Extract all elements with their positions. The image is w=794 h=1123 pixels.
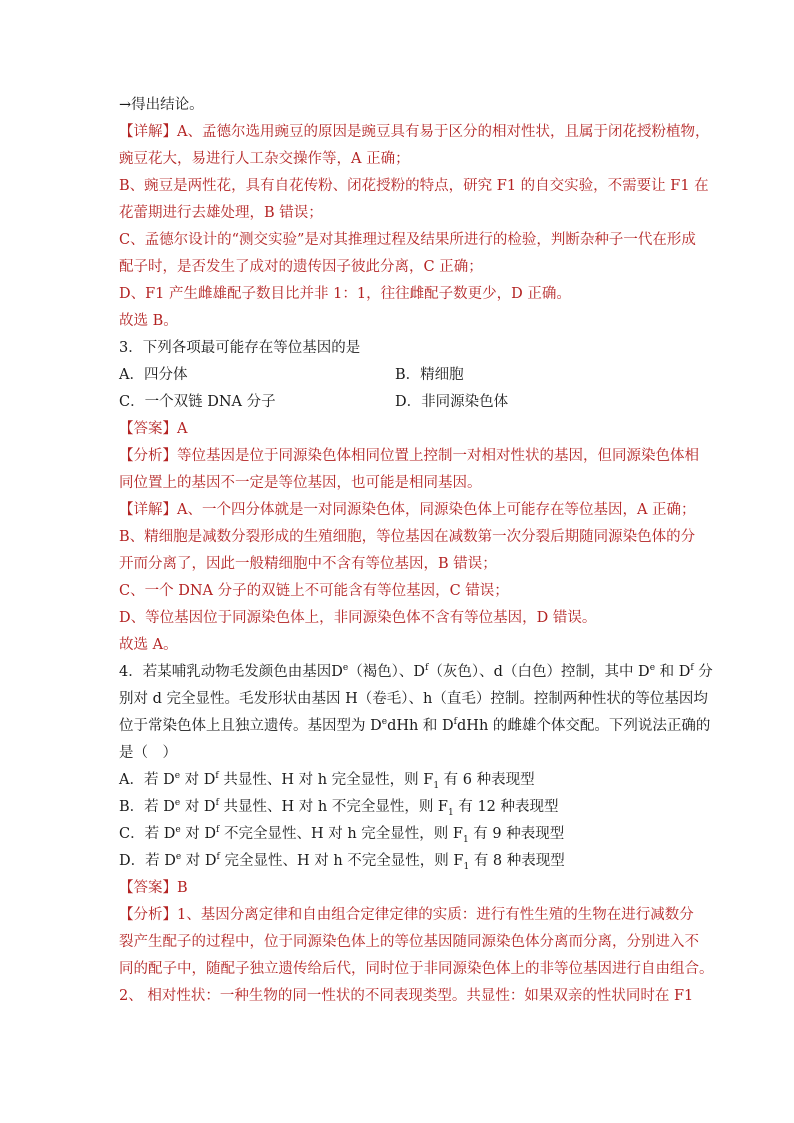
text-line: D、等位基因位于同源染色体上，非同源染色体不含有等位基因，D 错误。	[119, 610, 597, 626]
option-left: A．四分体	[119, 367, 188, 383]
section-text: 1、基因分离定律和自由组合定律定律的实质：进行有性生殖的生物在进行减数分	[177, 907, 694, 923]
text-line: C、一个 DNA 分子的双链上不可能含有等位基因，C 错误；	[119, 583, 509, 599]
text-line: 开而分离了，因此一般精细胞中不含有等位基因，B 错误；	[119, 556, 497, 572]
section-tag: 【答案】	[119, 880, 177, 896]
option-left: C．一个双链 DNA 分子	[119, 394, 276, 410]
text-line: 是（ ）	[119, 745, 177, 761]
option-right: D．非同源染色体	[395, 394, 509, 410]
option-right: B．精细胞	[395, 367, 464, 383]
text-line	[119, 902, 694, 929]
text-line: D、F1 产生雌雄配子数目比并非 1：1，往往雌配子数更少，D 正确。	[119, 286, 571, 302]
text-line	[119, 119, 710, 146]
text-line: 配子时，是否发生了成对的遗传因子彼此分离，C 正确；	[119, 259, 483, 275]
text-line: D．若 De 对 $D^f$ 完全显性、H 对 h 不完全显性，则 $F_1$ 有 8 种表现型	[119, 852, 565, 872]
text-line: 裂产生配子的过程中，位于同源染色体上的等位基因随同源染色体分离而分离，分别进入不	[119, 934, 699, 950]
text-line	[119, 443, 699, 470]
text-line: 2、 相对性状：一种生物的同一性状的不同表现类型。共显性：如果双亲的性状同时在 F1	[119, 988, 694, 1004]
text-line: B．若 De 对 $D^f$ 共显性、H 对 h 不完全显性，则 $F_1$ 有 12 种表现型	[119, 798, 559, 818]
text-line: 豌豆花大，易进行人工杂交操作等，A 正确；	[119, 151, 410, 167]
section-text: A、孟德尔选用豌豆的原因是豌豆具有易于区分的相对性状，且属于闭花授粉植物，	[177, 124, 710, 140]
section-tag: 【答案】	[119, 421, 177, 437]
text-line	[119, 416, 679, 443]
section-tag: 【详解】	[119, 124, 177, 140]
option-row	[119, 389, 679, 416]
section-tag: 【详解】	[119, 502, 177, 518]
document-content	[119, 92, 714, 1010]
text-line: →得出结论。	[119, 97, 204, 113]
text-line	[119, 875, 679, 902]
text-line: A．若 De 对 $D^f$ 共显性、H 对 h 完全显性，则 $F_1$ 有 6 种表现型	[119, 771, 535, 791]
section-text: A、一个四分体就是一对同源染色体，同源染色体上可能存在等位基因，A 正确；	[177, 502, 696, 518]
text-line: C、孟德尔设计的“测交实验”是对其推理过程及结果所进行的检验，判断杂种子一代在形成	[119, 232, 696, 248]
text-line: 位于常染色体上且独立遗传。基因型为 DedHh 和 $D^fdHh$ 的雌雄个体交配。下列说法正确的	[119, 717, 711, 734]
section-tag: 【分析】	[119, 907, 177, 923]
text-line: B、豌豆是两性花，具有自花传粉、闭花授粉的特点，研究 F1 的自交实验，不需要让 F1 在	[119, 178, 709, 194]
text-line: 4．若某哺乳动物毛发颜色由基因De（褐色）、$D^f$（灰色）、d（白色）控制，其中 De 和 $D^f$ 分	[119, 663, 713, 680]
section-text: 等位基因是位于同源染色体相同位置上控制一对相对性状的基因，但同源染色体相	[177, 448, 699, 464]
text-line: B、精细胞是减数分裂形成的生殖细胞，等位基因在减数第一次分裂后期随同源染色体的分	[119, 529, 696, 545]
section-text: A	[177, 421, 188, 437]
section-text: B	[177, 880, 188, 896]
text-line: 故选 A。	[119, 637, 178, 653]
text-line: 故选 B。	[119, 313, 178, 329]
text-line	[119, 497, 696, 524]
text-line: 3．下列各项最可能存在等位基因的是	[119, 340, 361, 356]
text-line: 同的配子中，随配子独立遗传给后代，同时位于非同源染色体上的非等位基因进行自由组合。	[119, 961, 714, 977]
text-line: 同位置上的基因不一定是等位基因，也可能是相同基因。	[119, 475, 482, 491]
text-line: C．若 De 对 $D^f$ 不完全显性、H 对 h 完全显性，则 $F_1$ 有 9 种表现型	[119, 825, 565, 845]
text-line: 别对 d 完全显性。毛发形状由基因 H（卷毛）、h（直毛）控制。控制两种性状的等位基因均	[119, 691, 708, 707]
option-row	[119, 362, 679, 389]
section-tag: 【分析】	[119, 448, 177, 464]
text-line: 花蕾期进行去雄处理，B 错误；	[119, 205, 323, 221]
